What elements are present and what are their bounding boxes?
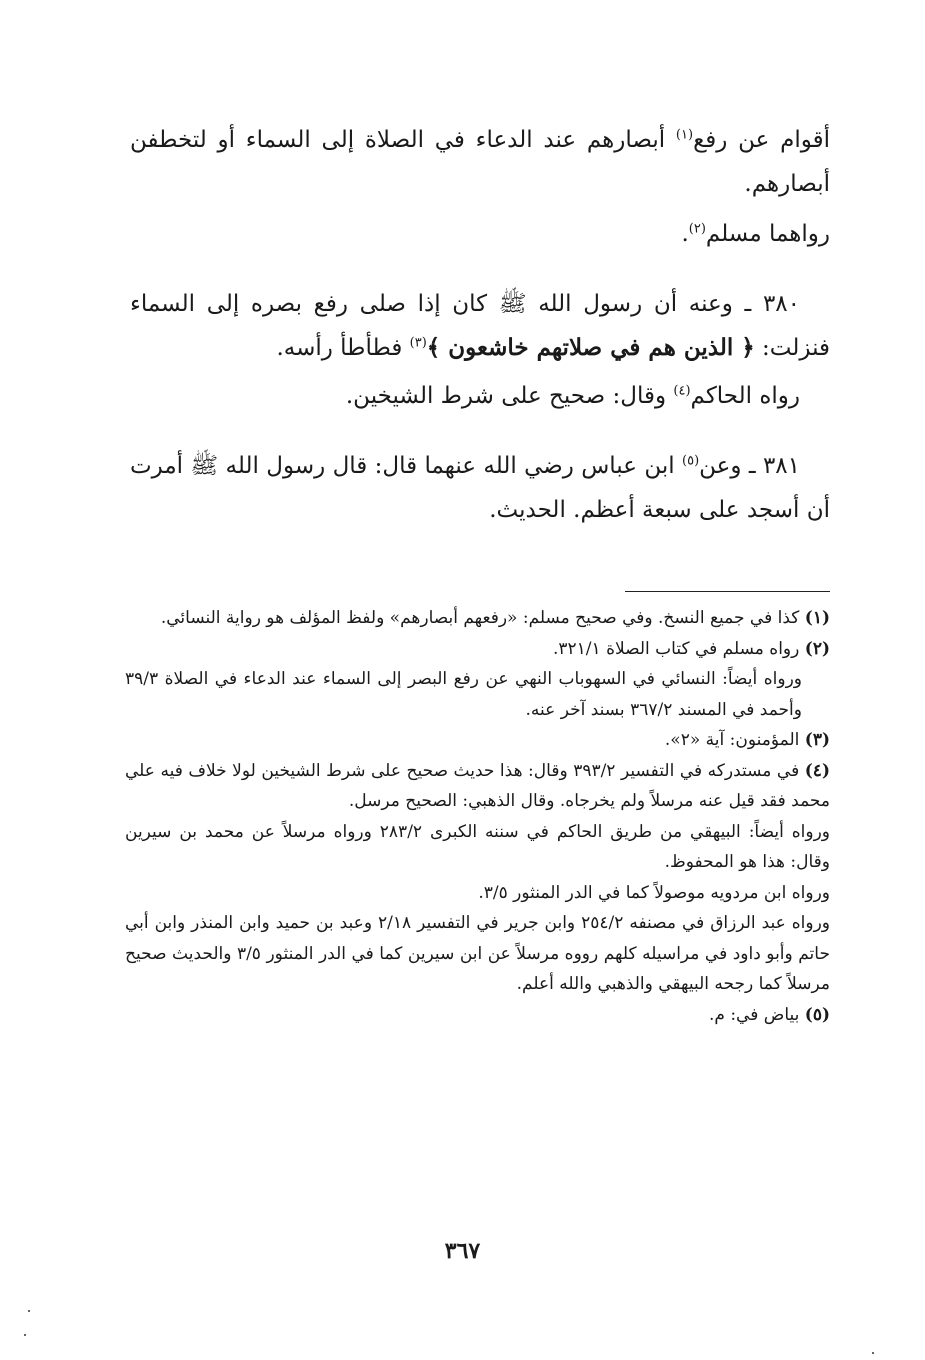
footnote-number: (٤): [804, 760, 830, 781]
footnote-2: [125, 634, 830, 665]
text-span: فطأطأ رأسه.: [276, 335, 403, 361]
scan-speck: [24, 1334, 26, 1336]
scan-speck: [28, 1310, 30, 1312]
footnote-4: [125, 756, 830, 817]
footnote-4-continued-2: ورواه ابن مردويه موصولاً كما في الدر المنثور ٣/٥.: [478, 882, 830, 903]
footnote-number: (٢): [804, 638, 830, 659]
scan-speck: [872, 1352, 874, 1354]
text-span: أبصارهم عند الدعاء في الصلاة إلى السماء أو لتخطفن أبصارهم.: [130, 127, 830, 197]
footnote-4-continued-3: ورواه عبد الرزاق في مصنفه ٢٥٤/٢ وابن جرير في التفسير ٢/١٨ وعبد بن حميد وابن المنذر وابن أبي حاتم وأبو داود في مراسيله كلهم رووه مرسلاً عن ابن سيرين كما في الدر المنثور ٣/٥ والحديث صحيح مرسلاً كما رجحه البيهقي والذهبي والله أعلم.: [125, 913, 830, 994]
footnote-3: [125, 725, 830, 756]
page-number: ٣٦٧: [444, 1238, 481, 1264]
footnote-number: (٥): [804, 1004, 830, 1025]
paragraph-1: [130, 118, 830, 206]
text-span: وعن: [699, 453, 742, 479]
footnotes: [125, 603, 830, 1030]
text-span: وعنه أن رسول الله ﷺ كان إذا صلى رفع بصره إلى السماء فنزلت:: [130, 291, 830, 361]
text-span: رواه الحاكم: [690, 383, 800, 409]
footnote-number: (١): [804, 608, 830, 628]
main-text: [130, 118, 830, 532]
footnote-text: المؤمنون: آية «٢».: [664, 730, 800, 750]
footnote-4-continued-1: ورواه أيضاً: البيهقي من طريق الحاكم في سننه الكبرى ٢٨٣/٢ ورواه مرسلاً عن محمد بن سيرين وقال: هذا هو المحفوظ.: [125, 821, 830, 872]
text-span: رواهما مسلم: [705, 221, 830, 247]
footnote-text: بياض في: م.: [709, 1004, 800, 1025]
footnote-text: كذا في جميع النسخ. وفي صحيح مسلم: «رفعهم أبصارهم» ولفظ المؤلف هو رواية النسائي.: [160, 608, 800, 628]
footnote-ref-1: (١): [675, 127, 694, 143]
hadith-number: ٣٨٠ ـ: [744, 291, 801, 317]
text-span: أقوام عن رفع: [693, 127, 831, 153]
paragraph-2: [130, 212, 830, 256]
quran-verse: ﴿ الذين هم في صلاتهم خاشعون ﴾: [426, 334, 755, 361]
footnote-number: (٣): [804, 730, 830, 750]
text-span: ابن عباس رضي الله عنهما قال: قال رسول الله ﷺ أمرت أن أسجد على سبعة أعظم. الحديث.: [130, 453, 830, 523]
footnote-ref-3: (٣): [409, 335, 427, 351]
text-span: وقال: صحيح على شرط الشيخين.: [345, 383, 667, 409]
hadith-381: [130, 444, 830, 532]
footnote-text: في مستدركه في التفسير ٣٩٣/٢ وقال: هذا حديث صحيح على شرط الشيخين لولا خلاف فيه علي محمد فقد قيل عنه مرسلاً ولم يخرجاه. وقال الذهبي: الصحيح مرسل.: [125, 760, 830, 811]
footnote-ref-5: (٥): [682, 453, 700, 469]
footnote-divider: [625, 591, 830, 592]
footnote-2-continued: ورواه أيضاً: النسائي في السهوباب النهي عن رفع البصر إلى السماء عند الدعاء في الصلاة ٣٩/٣ وأحمد في المسند ٣٦٧/٢ بسند آخر عنه.: [125, 669, 802, 720]
footnote-1: [125, 603, 830, 634]
footnote-5: [125, 1000, 830, 1031]
footnote-ref-2: (٢): [688, 221, 706, 237]
text-span: .: [681, 221, 689, 247]
footnote-ref-4: (٤): [673, 383, 691, 399]
footnote-text: رواه مسلم في كتاب الصلاة ٣٢١/١.: [553, 638, 800, 659]
hadith-380-narration: [130, 374, 830, 418]
hadith-380: [130, 282, 830, 370]
hadith-number: ٣٨١ ـ: [748, 453, 800, 479]
